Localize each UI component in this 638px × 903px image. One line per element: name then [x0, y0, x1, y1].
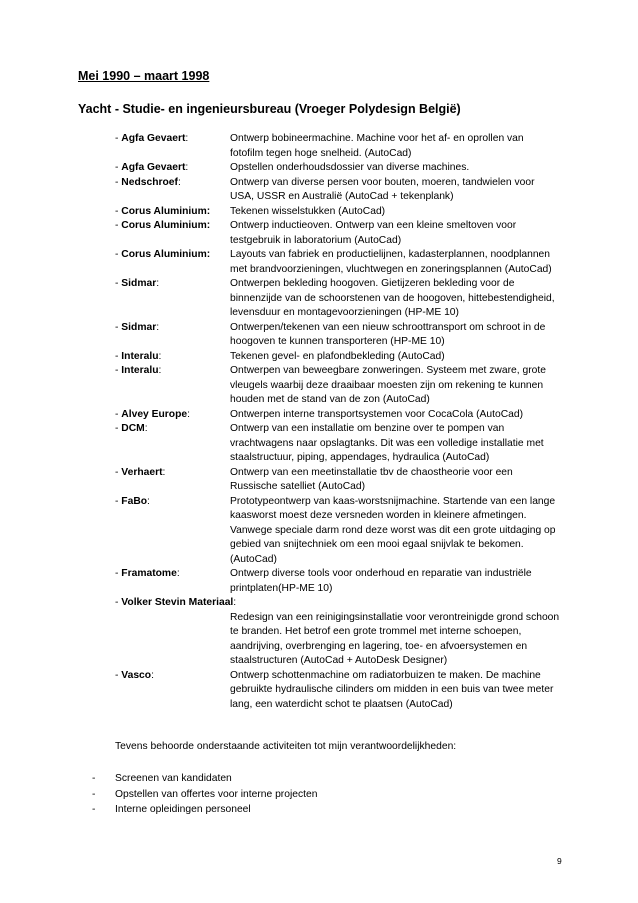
bullet-dash: -	[92, 804, 96, 815]
client-suffix: :	[177, 176, 181, 188]
client-prefix: -	[115, 466, 122, 478]
client-suffix: :	[144, 423, 148, 434]
project-entry	[115, 205, 585, 220]
project-description	[230, 321, 575, 350]
description-line: Tekenen gevel- en plafondbekleding (AutoCad)	[230, 350, 445, 362]
description-line: USA, USSR en Australië (AutoCad + tekenplank)	[230, 191, 454, 202]
client-name: Interalu	[121, 350, 159, 362]
client-prefix: -	[115, 350, 122, 362]
client-name: Agfa Gevaert	[121, 133, 186, 144]
bullet-text: Opstellen van offertes voor interne projecten	[115, 788, 318, 800]
client-name: DCM	[121, 423, 145, 434]
description-line: Ontwerp van een meetinstallatie tbv de chaostheorie voor een	[230, 466, 513, 478]
description-line: vrachtwagens naar opslagtanks. Dit was een volledige installatie met	[230, 437, 544, 449]
description-line: kaasworst moest deze versneden worden in kleinere afmetingen.	[230, 510, 527, 521]
client-prefix: -	[115, 220, 122, 231]
description-line: Opstellen onderhoudsdossier van diverse machines.	[230, 162, 470, 173]
project-entry	[115, 567, 585, 596]
period-heading: Mei 1990 – maart 1998	[78, 69, 210, 83]
client-name: Vasco	[121, 669, 152, 681]
description-line: Ontwerp diverse tools voor onderhoud en reparatie van industriële	[230, 568, 532, 579]
client-name: Corus Aluminium:	[121, 205, 211, 217]
project-entry	[115, 350, 585, 365]
project-client	[115, 669, 230, 713]
bullet-dash: -	[92, 773, 96, 784]
description-line: Vanwege speciale darm rond deze worst was dit een grote uitdaging op	[230, 524, 556, 536]
project-description	[230, 132, 575, 161]
client-suffix: :	[158, 350, 162, 362]
description-line: testgebruik in laboratorium (AutoCad)	[230, 234, 402, 246]
bullet-dash: -	[92, 788, 96, 800]
project-description	[230, 219, 575, 248]
project-entry	[115, 466, 585, 495]
project-client	[115, 248, 230, 277]
project-client	[115, 495, 230, 568]
project-description	[230, 350, 575, 365]
project-entry	[115, 422, 585, 466]
project-description	[230, 364, 575, 408]
client-prefix: -	[115, 597, 122, 608]
client-name: Sidmar	[121, 278, 157, 289]
description-line: Ontwerpen/tekenen van een nieuw schroottransport om schroot in de	[230, 321, 546, 333]
client-suffix: :	[158, 365, 162, 376]
project-client	[115, 132, 230, 161]
client-name: Framatome	[121, 568, 177, 579]
project-list	[115, 132, 585, 712]
project-description	[230, 567, 575, 596]
client-name: Agfa Gevaert	[121, 162, 186, 173]
project-entry	[115, 321, 585, 350]
client-name: Alvey Europe	[121, 408, 188, 420]
description-line: Ontwerpen interne transportsystemen voor CocaCola (AutoCad)	[230, 408, 524, 420]
client-prefix: -	[115, 365, 122, 376]
description-line: Ontwerp bobineermachine. Machine voor het af- en oprollen van	[230, 133, 524, 144]
project-entry	[115, 219, 585, 248]
client-suffix: :	[156, 321, 160, 333]
project-client	[115, 176, 230, 205]
description-line: te branden. Het betrof een grote trommel met interne schoepen,	[230, 626, 522, 637]
description-line: Tekenen wisselstukken (AutoCad)	[230, 205, 386, 217]
client-suffix: :	[156, 278, 160, 289]
client-name: Nedschroef	[121, 176, 178, 188]
client-prefix: -	[115, 133, 122, 144]
client-suffix: :	[185, 133, 189, 144]
project-description	[230, 495, 575, 568]
bullet-item	[92, 787, 317, 803]
bullet-text: Screenen van kandidaten	[115, 773, 232, 784]
client-name: Corus Aluminium:	[121, 249, 211, 260]
client-prefix: -	[115, 162, 122, 173]
project-description	[230, 248, 575, 277]
project-client	[115, 277, 230, 321]
responsibilities-list	[92, 771, 317, 818]
company-heading: Yacht - Studie- en ingenieursbureau (Vroeger Polydesign België)	[78, 102, 461, 116]
client-name: FaBo	[121, 495, 148, 507]
client-suffix: :	[185, 162, 189, 173]
description-line: gebruikte hydraulische cilinders om midden in een buis van twee meter	[230, 684, 554, 695]
project-description	[230, 422, 575, 466]
project-description	[230, 611, 575, 669]
description-line: fotofilm tegen hoge snelheid. (AutoCad)	[230, 147, 412, 159]
project-client	[115, 466, 230, 495]
description-line: Layouts van fabriek en productielijnen, kadasterplannen, noodplannen	[230, 249, 551, 260]
client-prefix: -	[115, 249, 122, 260]
project-entry	[115, 364, 585, 408]
client-prefix: -	[115, 321, 122, 333]
description-line: Ontwerp van een installatie om benzine over te pompen van	[230, 423, 505, 434]
client-prefix: -	[115, 669, 122, 681]
project-description	[230, 176, 575, 205]
project-client	[115, 219, 230, 248]
description-line: staalstructuur, piping, appendages, hydraulica (AutoCad)	[230, 452, 490, 463]
responsibilities-intro: Tevens behoorde onderstaande activiteiten tot mijn verantwoordelijkheden:	[115, 741, 457, 752]
project-client	[115, 364, 230, 408]
project-description	[230, 277, 575, 321]
description-line: Ontwerpen bekleding hoogoven. Gietijzeren bekleding voor de	[230, 278, 515, 289]
client-prefix: -	[115, 176, 122, 188]
project-client	[115, 422, 230, 466]
client-name: Interalu	[121, 365, 159, 376]
bullet-item	[92, 771, 317, 787]
description-line: houden met de stand van de zon (AutoCad)	[230, 394, 430, 405]
client-prefix: -	[115, 568, 122, 579]
page-number: 9	[557, 856, 562, 866]
description-line: Russische satelliet (AutoCad)	[230, 481, 366, 492]
client-suffix: :	[147, 495, 150, 507]
description-line: met brandvoorzieningen, vluchtwegen en zoneringsplannen (AutoCad)	[230, 263, 552, 275]
description-line: levensduur en montagevoorzieningen (HP-ME 10)	[230, 307, 459, 318]
description-line: hoogoven te kunnen transporteren (HP-ME 10)	[230, 336, 445, 347]
description-line: printplaten(HP-ME 10)	[230, 582, 333, 594]
client-name: Volker Stevin Materiaal	[121, 597, 234, 608]
client-prefix: -	[115, 205, 122, 217]
client-name: Sidmar	[121, 321, 157, 333]
client-prefix: -	[115, 423, 122, 434]
project-entry	[115, 596, 585, 669]
description-line: binnenzijde van de schoorstenen van de hoogoven, hittebestendigheid,	[230, 292, 555, 304]
description-line: vleugels waarbij deze draaibaar moesten zijn om rekening te kunnen	[230, 379, 544, 391]
client-suffix: :	[233, 597, 237, 608]
project-description	[230, 466, 575, 495]
description-line: aandrijving, overbrenging en lagering, toe- en afvoersystemen en	[230, 640, 528, 652]
project-entry	[115, 248, 585, 277]
project-entry	[115, 161, 585, 176]
project-description	[230, 161, 575, 176]
project-description	[230, 205, 575, 220]
description-line: Ontwerpen van beweegbare zonweringen. Systeem met zware, grote	[230, 365, 546, 376]
description-line: staalstructuren (AutoCad + AutoDesk Designer)	[230, 655, 448, 666]
bullet-text: Interne opleidingen personeel	[115, 804, 251, 815]
client-prefix: -	[115, 408, 122, 420]
client-prefix: -	[115, 495, 122, 507]
project-client	[115, 205, 230, 220]
project-client	[115, 161, 230, 176]
client-suffix: :	[187, 408, 190, 420]
project-client	[115, 408, 230, 423]
client-prefix: -	[115, 278, 122, 289]
project-description	[230, 408, 575, 423]
description-line: gebied van snijtechniek om een mooi egaal snijvlak te bekomen.	[230, 539, 524, 550]
project-client	[115, 350, 230, 365]
client-suffix: :	[162, 466, 166, 478]
description-line: Ontwerp van diverse persen voor bouten, moeren, tandwielen voor	[230, 176, 535, 188]
client-suffix: :	[176, 568, 180, 579]
description-line: Prototypeontwerp van kaas-worstsnijmachine. Startende van een lange	[230, 495, 556, 507]
project-entry	[115, 132, 585, 161]
project-description	[230, 669, 575, 713]
client-name: Verhaert	[121, 466, 163, 478]
project-client	[115, 321, 230, 350]
project-client	[115, 567, 230, 596]
description-line: Ontwerp inductieoven. Ontwerp van een kleine smeltoven voor	[230, 220, 517, 231]
client-suffix: :	[151, 669, 154, 681]
project-client	[115, 596, 237, 611]
project-entry	[115, 669, 585, 713]
description-line: (AutoCad)	[230, 553, 277, 565]
description-line: Redesign van een reinigingsinstallatie voor verontreinigde grond schoon	[230, 611, 560, 623]
project-entry	[115, 277, 585, 321]
description-line: Ontwerp schottenmachine om radiatorbuizen te maken. De machine	[230, 669, 541, 681]
bullet-item	[92, 802, 317, 818]
client-name: Corus Aluminium:	[121, 220, 211, 231]
project-entry	[115, 495, 585, 568]
description-line: lang, een waterdicht schot te plaatsen (AutoCad)	[230, 698, 453, 710]
project-entry	[115, 408, 585, 423]
project-entry	[115, 176, 585, 205]
